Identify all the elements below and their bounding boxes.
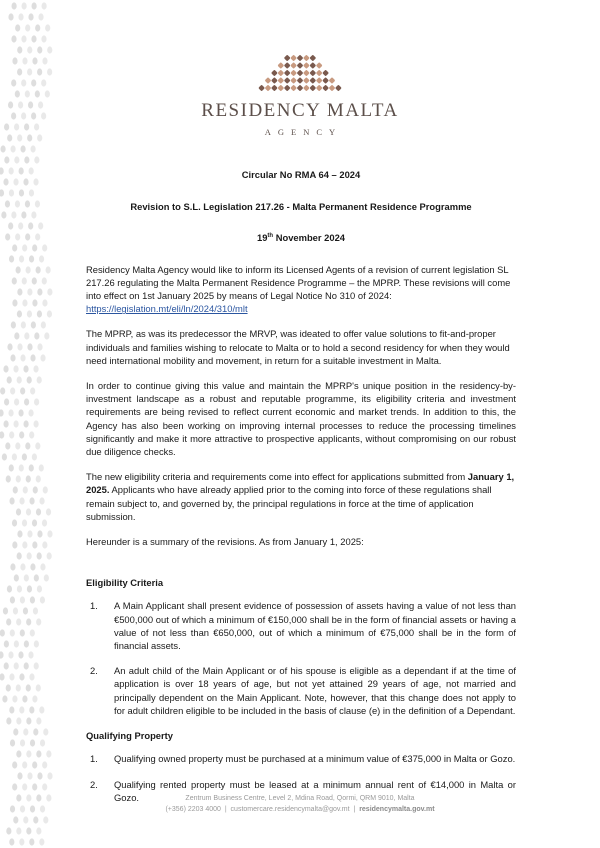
brand-name: RESIDENCY MALTA — [201, 100, 399, 121]
footer-address: Zentrum Business Centre, Level 2, Mdina Road, Qormi, QRM 9010, Malta — [185, 795, 415, 802]
paragraph-mprp: The MPRP, as was its predecessor the MRVP, was ideated to offer value solutions to fit-and-proper individuals and families wishing to relocate to Malta or to hold a second residency for when they would need international mobility and movement, in return for a suitable investment in Malta. — [86, 328, 510, 366]
intro-paragraph: Residency Malta Agency would like to inform its Licensed Agents of a revision of current legislation SL 217.26 regulating the Malta Permanent Residence Programme – the MPRP. These revisions will come into effect on 1st January 2025 by means of Legal Notice No 310 of 2024: https://legislation.mt/eli/ln/2024/310/mlt — [86, 263, 511, 315]
footer-website[interactable]: residencymalta.gov.mt — [359, 806, 435, 813]
logo-mosaic-icon — [258, 54, 342, 96]
circular-date: 19th November 2024 — [256, 232, 346, 244]
page-footer — [0, 793, 600, 815]
paragraph-value: In order to continue giving this value and maintain the MPRP's unique position in the residency-by-investment landscape as a robust and reputable programme, its eligibility criteria and investment requirements are being revised to reflect current economic and market trends. In addition to this, the Agency has also been working on improving internal processes to reduce the processing timelines significantly and make it more attractive to prospective applicants, without compromising on our robust due diligence checks. — [86, 380, 516, 458]
brand-subtitle: AGENCY — [264, 127, 343, 137]
legislation-link[interactable]: https://legislation.mt/eli/ln/2024/310/mlt — [86, 303, 248, 315]
eligibility-list — [86, 599, 516, 717]
paragraph-summary: Hereunder is a summary of the revisions. As from January 1, 2025: — [86, 536, 364, 548]
circular-number: Circular No RMA 64 – 2024 — [241, 169, 361, 180]
footer-phone: (+356) 2203 4000 — [165, 806, 221, 813]
paragraph-effective: The new eligibility criteria and requirements come into effect for applications submitted from January 1, 2025. Applicants who have already applied prior to the coming into force of these regulations shall remain subject to, and governed by, the principal regulations in force at the time of application submission. — [86, 471, 515, 522]
footer-contacts: (+356) 2203 4000 | customercare.residencymalta@gov.mt | residencymalta.gov.mt — [165, 806, 435, 813]
decorative-border-pattern — [0, 0, 64, 848]
residency-malta-logo — [200, 54, 400, 137]
list-item: 1. A Main Applicant shall present evidence of possession of assets having a value of not less than €500,000 out of which a minimum of €150,000 shall be in the form of financial assets or having a value of not less than €650,000, out of which a minimum of €75,000 shall be in the form of financial assets. — [90, 600, 516, 652]
footer-email[interactable]: customercare.residencymalta@gov.mt — [230, 806, 350, 813]
list-item: 1. Qualifying owned property must be purchased at a minimum value of €375,000 in Malta or Gozo. — [90, 753, 516, 765]
circular-body — [86, 168, 516, 816]
circular-subject: Revision to S.L. Legislation 217.26 - Malta Permanent Residence Programme — [130, 201, 472, 213]
list-item: 2. An adult child of the Main Applicant or of his spouse is eligible as a dependant if at the time of application is over 18 years of age, but not yet attained 29 years of age, not married and principally dependent on the Main Applicant. Note, however, that this change does not apply to for adult children eligible to be included in the basis of clause (e) in the definition of a Dependant. — [90, 665, 516, 716]
eligibility-heading: Eligibility Criteria — [86, 577, 164, 589]
list-item: 2. Qualifying rented property must be leased at a minimum annual rent of €14,000 in Malta or Gozo. — [90, 778, 516, 803]
property-heading: Qualifying Property — [86, 730, 173, 742]
